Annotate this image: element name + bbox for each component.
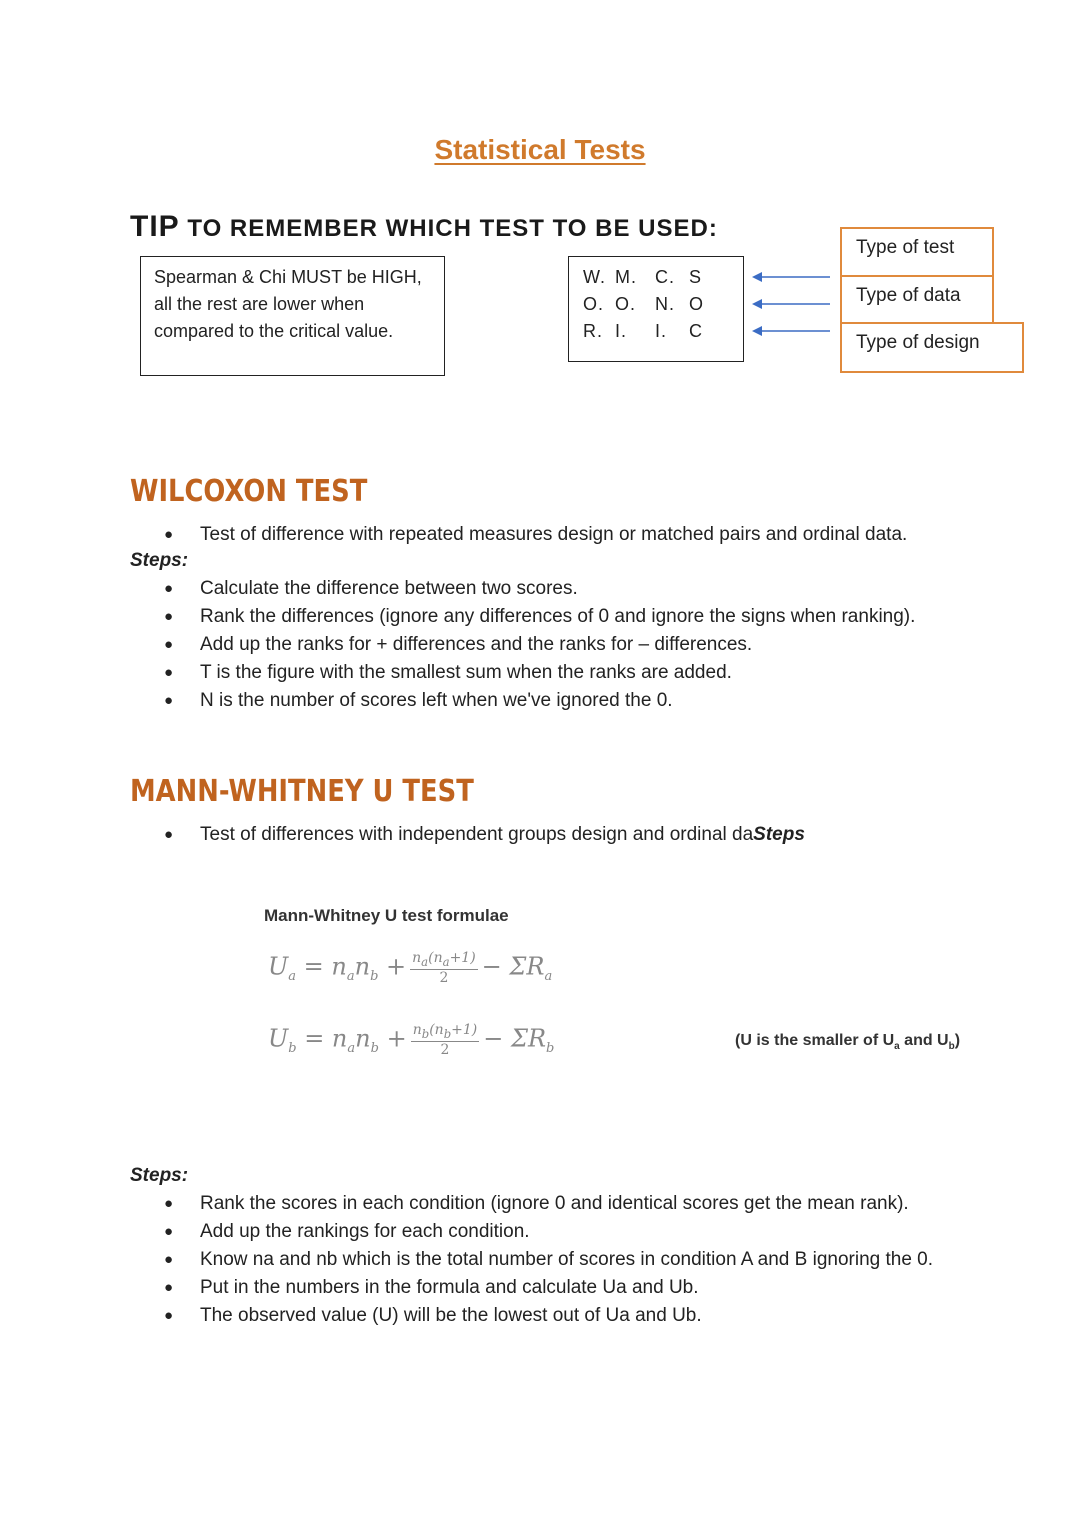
bullet-icon: ● [164, 580, 174, 597]
note-text: and U [899, 1032, 949, 1049]
letter: M. [615, 267, 637, 287]
mnemonic-row [583, 264, 729, 291]
list-item: Rank the scores in each condition (ignore 0 and identical scores get the mean rank). [200, 1193, 909, 1214]
letter: R. [583, 321, 603, 341]
mann-whitney-intro [160, 821, 960, 849]
list-item [200, 821, 960, 849]
letter: O. [583, 294, 605, 314]
list-item: The observed value (U) will be the lowest out of Ua and Ub. [200, 1305, 702, 1326]
bullet-icon: ● [164, 826, 174, 843]
letter: N. [655, 294, 675, 314]
list-item: Add up the rankings for each condition. [200, 1221, 530, 1242]
bullet-icon: ● [164, 692, 174, 709]
tip-rest: TO REMEMBER WHICH TEST TO BE USED: [179, 215, 718, 242]
mann-whitney-heading: MANN-WHITNEY U TEST [130, 774, 474, 809]
wilcoxon-intro [160, 521, 960, 549]
bullet-icon: ● [164, 1251, 174, 1268]
left-arrow-icon [752, 325, 832, 337]
mnemonic-letters-box [568, 256, 744, 362]
letter: S [689, 267, 703, 287]
wilcoxon-steps-list [160, 575, 960, 715]
list-item: Put in the numbers in the formula and calculate Ua and Ub. [200, 1277, 699, 1298]
bullet-icon: ● [164, 1195, 174, 1212]
left-arrow-icon [752, 271, 832, 283]
left-arrow-icon [752, 298, 832, 310]
bullet-icon: ● [164, 636, 174, 653]
list-item: Test of difference with repeated measures design or matched pairs and ordinal data. [200, 524, 908, 545]
list-item: Know na and nb which is the total number of scores in condition A and B ignoring the 0. [200, 1249, 934, 1270]
formula-note [735, 1032, 960, 1052]
page-title: Statistical Tests [434, 134, 646, 165]
bullet-icon: ● [164, 664, 174, 681]
list-item: Calculate the difference between two scores. [200, 578, 578, 599]
note-sub: a [894, 1041, 900, 1053]
letter: I. [615, 321, 628, 341]
mnemonic-row [583, 291, 729, 318]
list-item: T is the figure with the smallest sum when the ranks are added. [200, 662, 732, 683]
letter: O [689, 294, 705, 314]
label-type-of-data: Type of data [840, 275, 994, 325]
list-item: Add up the ranks for + differences and the ranks for – differences. [200, 634, 753, 655]
letter: O. [615, 294, 637, 314]
formula-ua: $U_a = n_an_b$ + $\frac{n_a(n_a+1)}{2}$ − $\Sigma R_a$ [268, 950, 553, 986]
bullet-icon: ● [164, 1279, 174, 1296]
mann-whitney-steps-list [160, 1190, 960, 1330]
letter: W. [583, 267, 606, 287]
note-text: ) [954, 1032, 961, 1049]
list-item: N is the number of scores left when we've ignored the 0. [200, 690, 673, 711]
bullet-icon: ● [164, 526, 174, 543]
list-item: Rank the differences (ignore any differences of 0 and ignore the signs when ranking). [200, 606, 916, 627]
tip-upper: IP [149, 210, 180, 243]
formula-ub: $U_b = n_an_b$ + $\frac{n_b(n_b+1)}{2}$ − $\Sigma R_b$ [268, 1022, 555, 1058]
bullet-icon: ● [164, 1307, 174, 1324]
label-type-of-design: Type of design [840, 322, 1024, 373]
intro-text: Test of differences with independent groups design and ordinal da [200, 824, 754, 845]
bullet-icon: ● [164, 608, 174, 625]
wilcoxon-heading: WILCOXON TEST [130, 474, 368, 509]
tip-heading [130, 210, 718, 244]
letter: C [689, 321, 703, 341]
letter: I. [655, 321, 668, 341]
letter: C. [655, 267, 675, 287]
critical-value-note-box: Spearman & Chi MUST be HIGH, all the rest are lower when compared to the critical value. [140, 256, 445, 376]
note-sub: b [948, 1041, 955, 1053]
wilcoxon-steps-label: Steps: [130, 550, 189, 571]
mnemonic-row [583, 318, 729, 345]
bullet-icon: ● [164, 1223, 174, 1240]
note-text: (U is the smaller of U [735, 1032, 895, 1049]
intro-steps-inline: Steps [753, 824, 805, 845]
label-type-of-test: Type of test [840, 227, 994, 277]
mann-whitney-steps-label: Steps: [130, 1165, 189, 1186]
tip-first-letter: T [130, 210, 150, 243]
formula-title: Mann-Whitney U test formulae [264, 906, 509, 925]
